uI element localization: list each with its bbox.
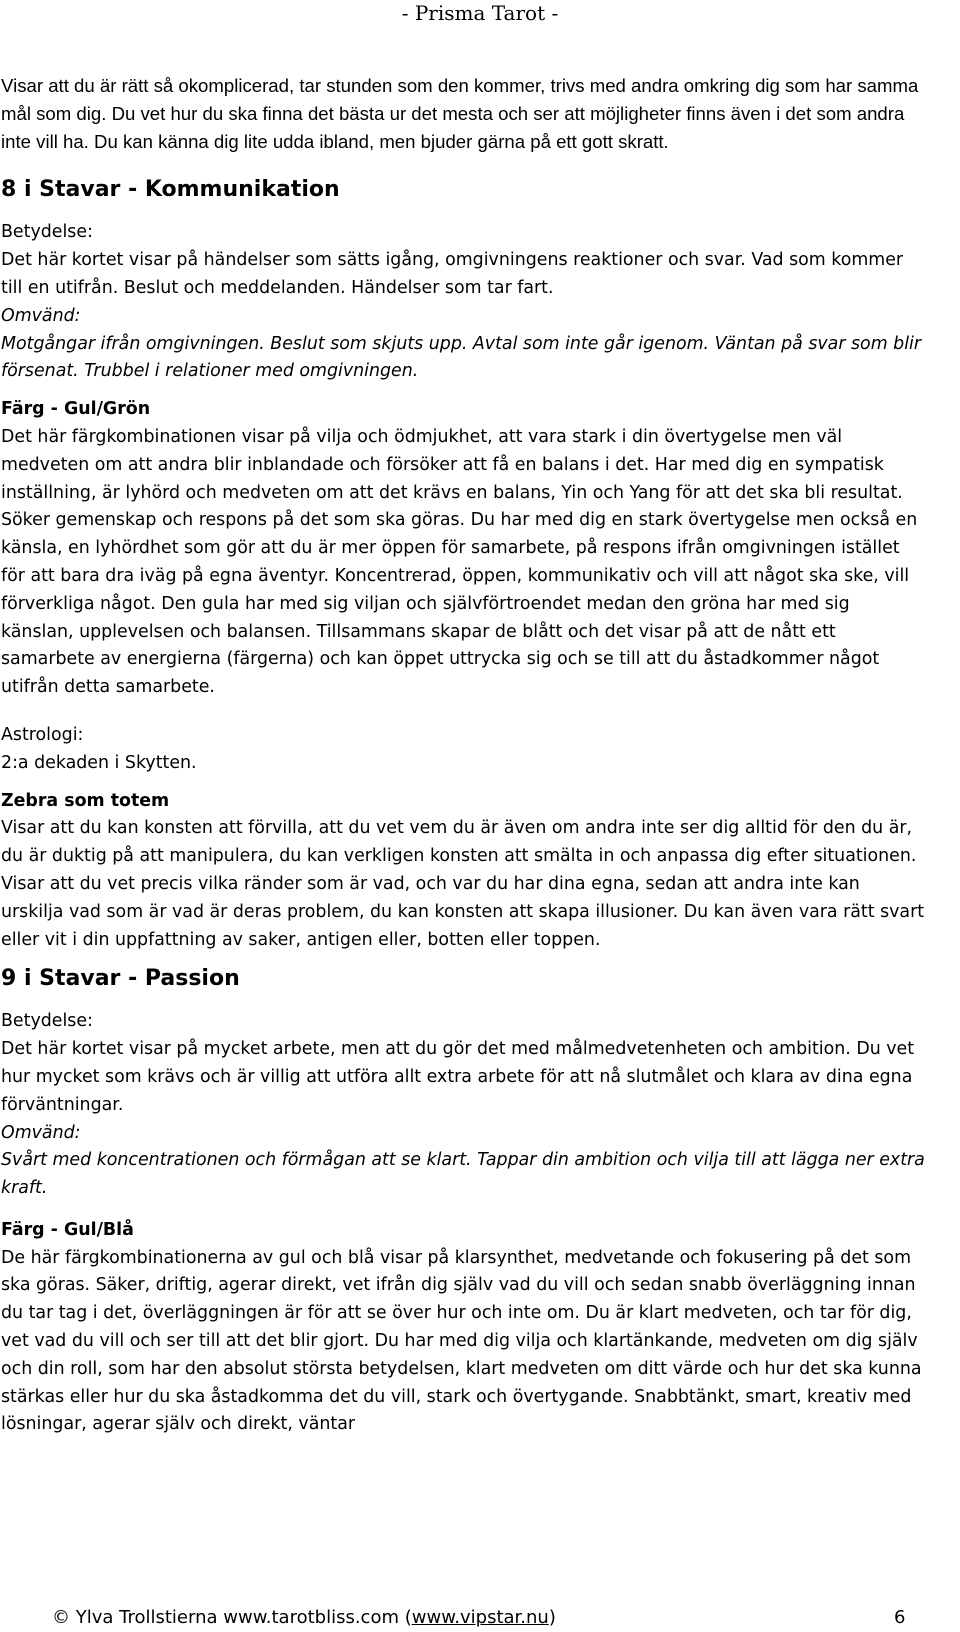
page-number: 6 [894, 1607, 906, 1628]
copyright-close: ) [548, 1607, 556, 1628]
reversed-label: Omvänd: [1, 1122, 81, 1143]
page-header: - Prisma Tarot - [401, 1, 559, 25]
color-heading: Färg - Gul/Grön [1, 399, 151, 420]
footer-copyright [52, 1606, 556, 1630]
color-text: De här färgkombinationerna av gul och blå visar på klarsynthet, medvetande och fokusering på det som ska göras. Säker, driftig, agerar direkt, vet ifrån dig själv vad du vill och sedan snabb överläggning innan du tar tag i det, överläggningen är för att se över hur och inte om. Du är klart medveten, och tar för dig, vet vad du vill och ser till att det blir gjort. Du har med dig vilja och klartänkande, medveten om dig själv och din roll, som har den absolut största betydelsen, klart medveten om ditt värde och hur det ska kunna stärkas eller hur du ska åstadkomma det du vill, stark och övertygande. Snabbtänkt, smart, kreativ med lösningar, agerar själv och direkt, väntar [1, 1247, 922, 1435]
totem-text: Visar att du kan konsten att förvilla, att du vet vem du är även om andra inte ser dig alltid för den du är, du är duktig på att manipulera, du kan verkligen konsten att smälta in och anpassa dig efter situationen. Visar att du vet precis vilka ränder som är vad, och var du har dina egna, sedan att andra inte kan urskilja vad som är vad är deras problem, du kan konsten att skapa illusioner. Du kan även vara rätt svart eller vit i din uppfattning av saker, antigen eller, botten eller toppen. [1, 818, 925, 950]
astrology-text: 2:a dekaden i Skytten. [1, 752, 197, 773]
page-content [1, 72, 926, 1439]
meaning-label: Betydelse: [1, 222, 93, 243]
color-text: Det här färgkombinationen visar på vilja och ödmjukhet, att vara stark i din övertygelse men väl medveten om att andra blir inblandade och försöker att få en balans i det. Har med dig en sympatisk inställning, är lyhörd och medveten om att det krävs en balans, Yin och Yang för att det ska bli resultat. Söker gemenskap och respons på det som ska göras. Du har med dig en stark övertygelse men också en känsla, en lyhördhet som gör att du är mer öppen för samarbete, på respons ifrån omgivningen istället för att bara dra iväg på egna äventyr. Koncentrerad, öppen, kommunikativ och vill att något ska ske, vill förverkliga något. Den gula har med sig viljan och självförtroendet medan den gröna har med sig känslan, upplevelsen och balansen. Tillsammans skapar de blått och det visar på att de nått ett samarbete av energierna (färgerna) och kan öppet uttrycka sig och se till att du åstadkommer något utifrån detta samarbete. [1, 426, 918, 698]
reversed-text: Motgångar ifrån omgivningen. Beslut som skjuts upp. Avtal som inte går igenom. Väntan på svar som blir försenat. Trubbel i relationer med omgivningen. [1, 333, 922, 382]
vipstar-link[interactable]: www.vipstar.nu [411, 1607, 549, 1628]
meaning-text: Det här kortet visar på händelser som sätts igång, omgivningens reaktioner och svar. Vad som kommer till en utifrån. Beslut och meddelanden. Händelser som tar fart. [1, 250, 904, 298]
meaning-label: Betydelse: [1, 1011, 93, 1032]
section-title-8-stavar: 8 i Stavar - Kommunikation [1, 177, 340, 203]
reversed-text: Svårt med koncentrationen och förmågan att se klart. Tappar din ambition och vilja till att lägga ner extra kraft. [1, 1150, 925, 1199]
reversed-label: Omvänd: [1, 305, 81, 326]
copyright-text: © Ylva Trollstierna www.tarotbliss.com ( [52, 1607, 412, 1628]
color-heading: Färg - Gul/Blå [1, 1219, 134, 1240]
section-title-9-stavar: 9 i Stavar - Passion [1, 966, 240, 992]
meaning-text: Det här kortet visar på mycket arbete, men att du gör det med målmedvetenheten och ambition. Du vet hur mycket som krävs och är villig att utföra allt extra arbete för att nå slutmålet och klara av dina egna förväntningar. [1, 1039, 915, 1115]
intro-paragraph: Visar att du är rätt så okomplicerad, tar stunden som den kommer, trivs med andra omkring dig som har samma mål som dig. Du vet hur du ska finna det bästa ur det mesta och ser att möjligheter finns även i det som andra inte vill ha. Du kan känna dig lite udda ibland, men bjuder gärna på ett gott skratt. [1, 75, 919, 152]
astrology-label: Astrologi: [1, 724, 84, 745]
totem-heading: Zebra som totem [1, 790, 170, 811]
